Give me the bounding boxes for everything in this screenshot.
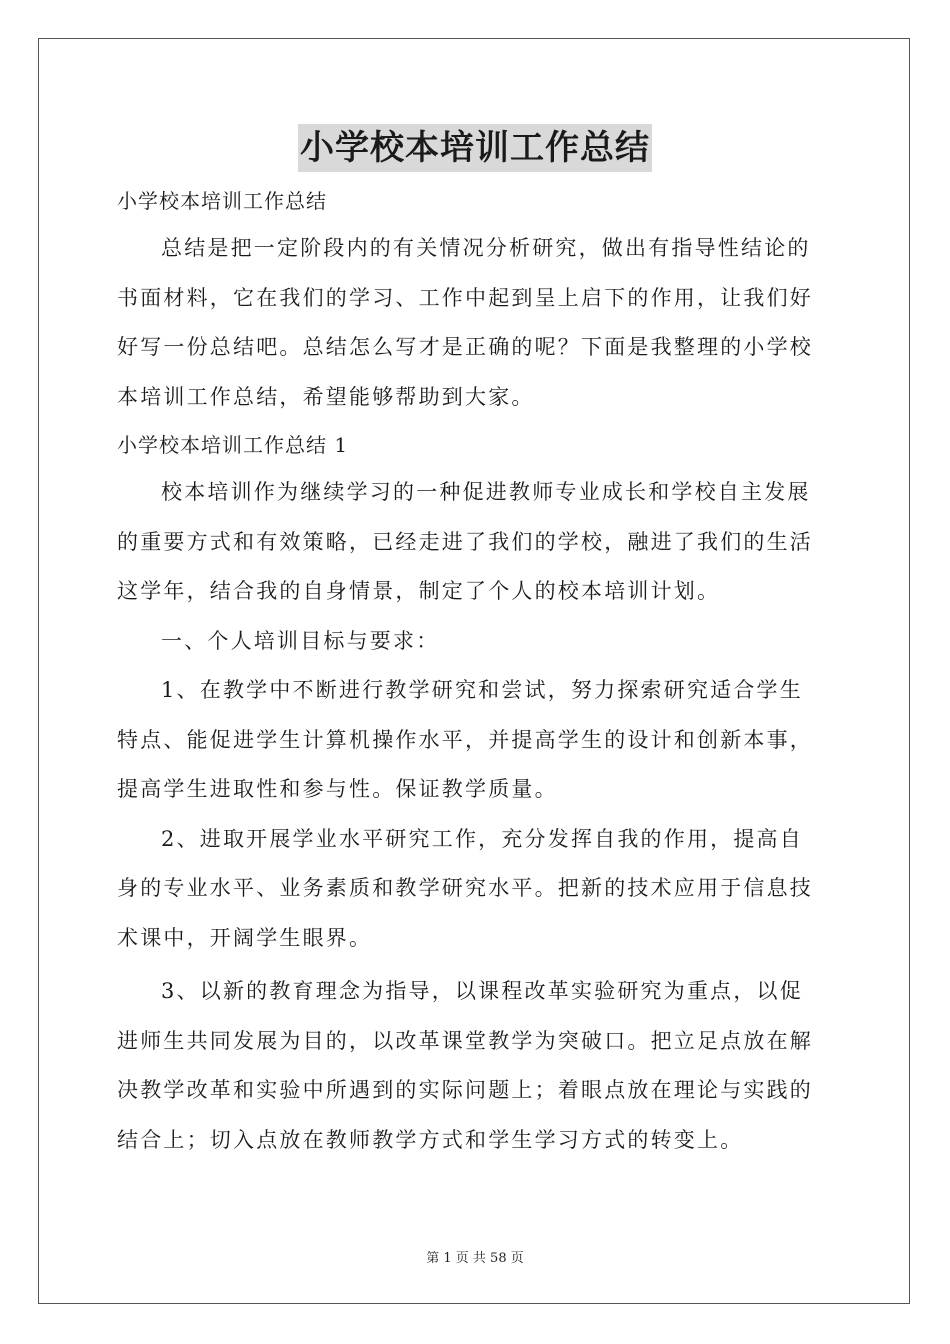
paragraph-line: 3、以新的教育理念为指导，以课程改革实验研究为重点，以促 xyxy=(161,979,803,1003)
document-title: 小学校本培训工作总结 xyxy=(298,124,652,172)
paragraph-line: 的重要方式和有效策略，已经走进了我们的学校，融进了我们的生活 xyxy=(117,529,813,554)
paragraph-line: 特点、能促进学生计算机操作水平，并提高学生的设计和创新本事， xyxy=(117,727,813,752)
page-number: 第 1 页 共 58 页 xyxy=(426,1251,524,1266)
section-heading: 小学校本培训工作总结 1 xyxy=(117,433,349,457)
paragraph-line: 这学年，结合我的自身情景，制定了个人的校本培训计划。 xyxy=(117,579,721,603)
paragraph-line: 结合上；切入点放在教师教学方式和学生学习方式的转变上。 xyxy=(117,1127,744,1152)
title-container xyxy=(0,124,950,172)
intro-paragraph xyxy=(117,224,833,422)
paragraph-line: 决教学改革和实验中所遇到的实际问题上；着眼点放在理论与实践的 xyxy=(117,1078,813,1102)
paragraph-2 xyxy=(117,617,833,667)
paragraph-line: 术课中，开阔学生眼界。 xyxy=(117,925,373,950)
paragraph-line: 提高学生进取性和参与性。保证教学质量。 xyxy=(117,777,558,801)
paragraph-line: 本培训工作总结，希望能够帮助到大家。 xyxy=(117,384,535,409)
page-footer xyxy=(0,1247,950,1266)
paragraph-line: 校本培训作为继续学习的一种促进教师专业成长和学校自主发展 xyxy=(161,480,811,504)
paragraph-line: 总结是把一定阶段内的有关情况分析研究，做出有指导性结论的 xyxy=(161,236,811,260)
document-body xyxy=(117,178,833,1165)
paragraph-line: 书面材料，它在我们的学习、工作中起到呈上启下的作用，让我们好 xyxy=(117,285,813,310)
paragraph-line: 进师生共同发展为目的，以改革课堂教学为突破口。把立足点放在解 xyxy=(117,1028,813,1053)
paragraph-4 xyxy=(117,815,833,964)
paragraph-3 xyxy=(117,666,833,815)
paragraph-line: 好写一份总结吧。总结怎么写才是正确的呢？下面是我整理的小学校 xyxy=(117,335,813,359)
paragraph-1 xyxy=(117,468,833,617)
paragraph-line: 身的专业水平、业务素质和教学研究水平。把新的技术应用于信息技 xyxy=(117,876,813,900)
paragraph-5 xyxy=(117,967,833,1165)
paragraph-line: 2、进取开展学业水平研究工作，充分发挥自我的作用，提高自 xyxy=(161,826,803,851)
document-subtitle: 小学校本培训工作总结 xyxy=(117,189,327,213)
paragraph-line: 1、在教学中不断进行教学研究和尝试，努力探索研究适合学生 xyxy=(161,678,803,702)
paragraph-line: 一、个人培训目标与要求： xyxy=(161,628,440,653)
